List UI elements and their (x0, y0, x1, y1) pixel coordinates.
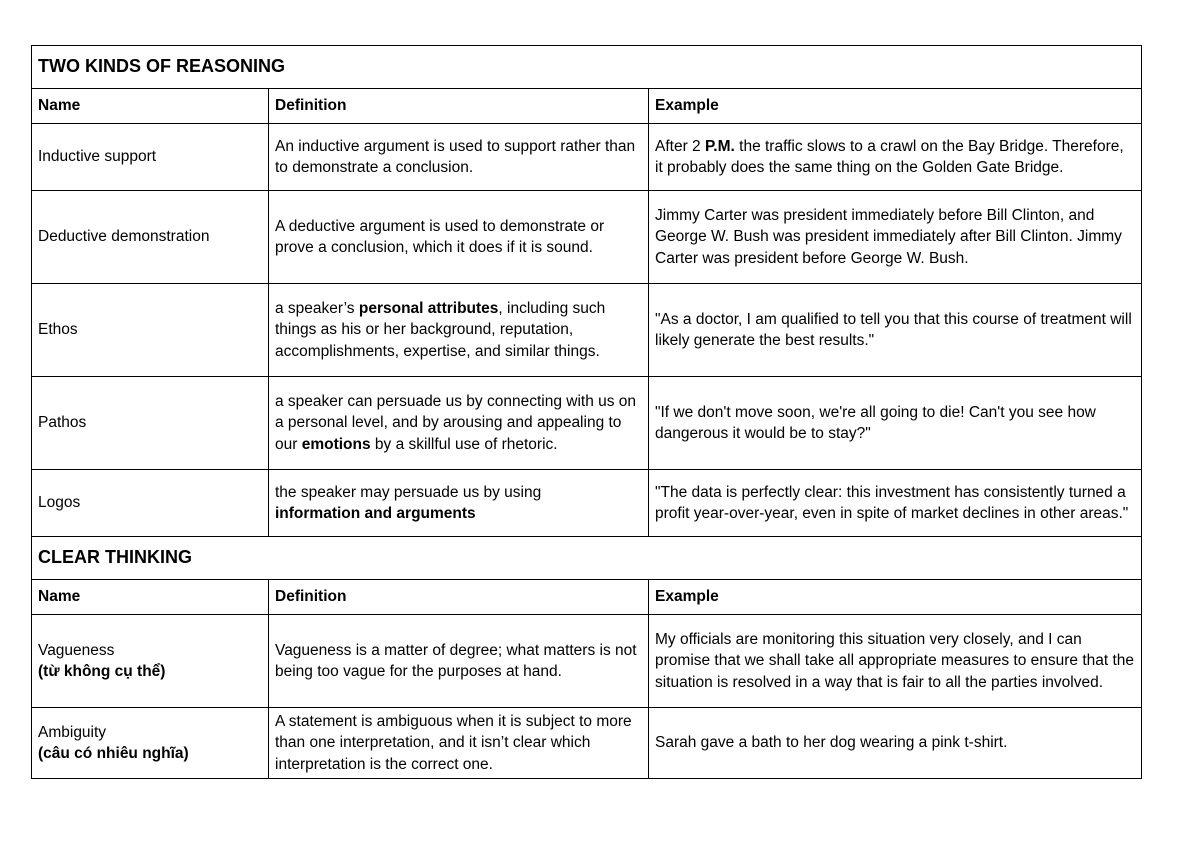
table-row (32, 284, 1142, 377)
definition-text: a speaker’s (275, 299, 359, 317)
term-name: Inductive support (32, 124, 269, 191)
header-name: Name (32, 580, 269, 615)
term-name: Pathos (32, 377, 269, 470)
definition-bold-text: information and arguments (275, 505, 476, 522)
reasoning-table-sheet (31, 45, 1141, 779)
term-name (32, 708, 269, 779)
table-row (32, 377, 1142, 470)
table-row (32, 615, 1142, 708)
term-definition (269, 284, 649, 377)
section-title-row (32, 537, 1142, 580)
header-row (32, 580, 1142, 615)
term-example: Sarah gave a bath to her dog wearing a pink t-shirt. (649, 708, 1142, 779)
term-name-note: (câu có nhiêu nghĩa) (38, 745, 189, 762)
example-text: the traffic slows to a crawl on the Bay Bridge. Therefore, it probably does the same thing on the Golden Gate Bridge. (655, 137, 1124, 176)
term-definition (269, 377, 649, 470)
definition-bold-text: personal attributes (358, 299, 499, 317)
header-example: Example (649, 580, 1142, 615)
header-example: Example (649, 89, 1142, 124)
term-name: Deductive demonstration (32, 191, 269, 284)
header-definition: Definition (269, 89, 649, 124)
term-definition: An inductive argument is used to support rather than to demonstrate a conclusion. (269, 124, 649, 191)
term-definition: A deductive argument is used to demonstrate or prove a conclusion, which it does if it is sound. (269, 191, 649, 284)
term-definition: A statement is ambiguous when it is subject to more than one interpretation, and it isn’t clear which interpretation is the correct one. (269, 708, 649, 779)
example-text: After 2 (655, 137, 705, 155)
definition-text: a speaker can persuade us by connecting with us on a personal level, and by arousing and appealing to our (275, 392, 637, 453)
table-row (32, 191, 1142, 284)
section-title-row (32, 46, 1142, 89)
section-title: CLEAR THINKING (32, 537, 1142, 580)
header-definition: Definition (269, 580, 649, 615)
header-row (32, 89, 1142, 124)
definition-text: the speaker may persuade us by using (275, 483, 542, 501)
example-bold-text: P.M. (704, 137, 735, 155)
term-name: Logos (32, 470, 269, 537)
term-example: "As a doctor, I am qualified to tell you that this course of treatment will likely generate the best results." (649, 284, 1142, 377)
table-row (32, 708, 1142, 779)
term-example: "If we don't move soon, we're all going to die! Can't you see how dangerous it would be to stay?" (649, 377, 1142, 470)
term-example: Jimmy Carter was president immediately before Bill Clinton, and George W. Bush was president immediately after Bill Clinton. Jimmy Carter was president before George W. Bush. (649, 191, 1142, 284)
table-row (32, 470, 1142, 537)
reasoning-table (31, 45, 1142, 779)
definition-bold-text: emotions (301, 435, 371, 453)
term-definition: Vagueness is a matter of degree; what matters is not being too vague for the purposes at hand. (269, 615, 649, 708)
term-example: "The data is perfectly clear: this investment has consistently turned a profit year-over-year, even in spite of market declines in other areas." (649, 470, 1142, 537)
header-name: Name (32, 89, 269, 124)
term-name-text: Ambiguity (38, 723, 107, 741)
term-example: My officials are monitoring this situation very closely, and I can promise that we shall take all appropriate measures to ensure that the situation is resolved in a way that is fair to all the parties involved. (649, 615, 1142, 708)
term-name: Ethos (32, 284, 269, 377)
definition-text: , including such things as his or her background, reputation, accomplishments, expertise, and similar things. (275, 299, 606, 360)
term-definition (269, 470, 649, 537)
term-name-note: (từ không cụ thể) (38, 663, 166, 680)
term-name (32, 615, 269, 708)
section-title: TWO KINDS OF REASONING (32, 46, 1142, 89)
table-row (32, 124, 1142, 191)
term-name-text: Vagueness (38, 641, 115, 659)
term-example (649, 124, 1142, 191)
definition-text: by a skillful use of rhetoric. (370, 435, 558, 453)
